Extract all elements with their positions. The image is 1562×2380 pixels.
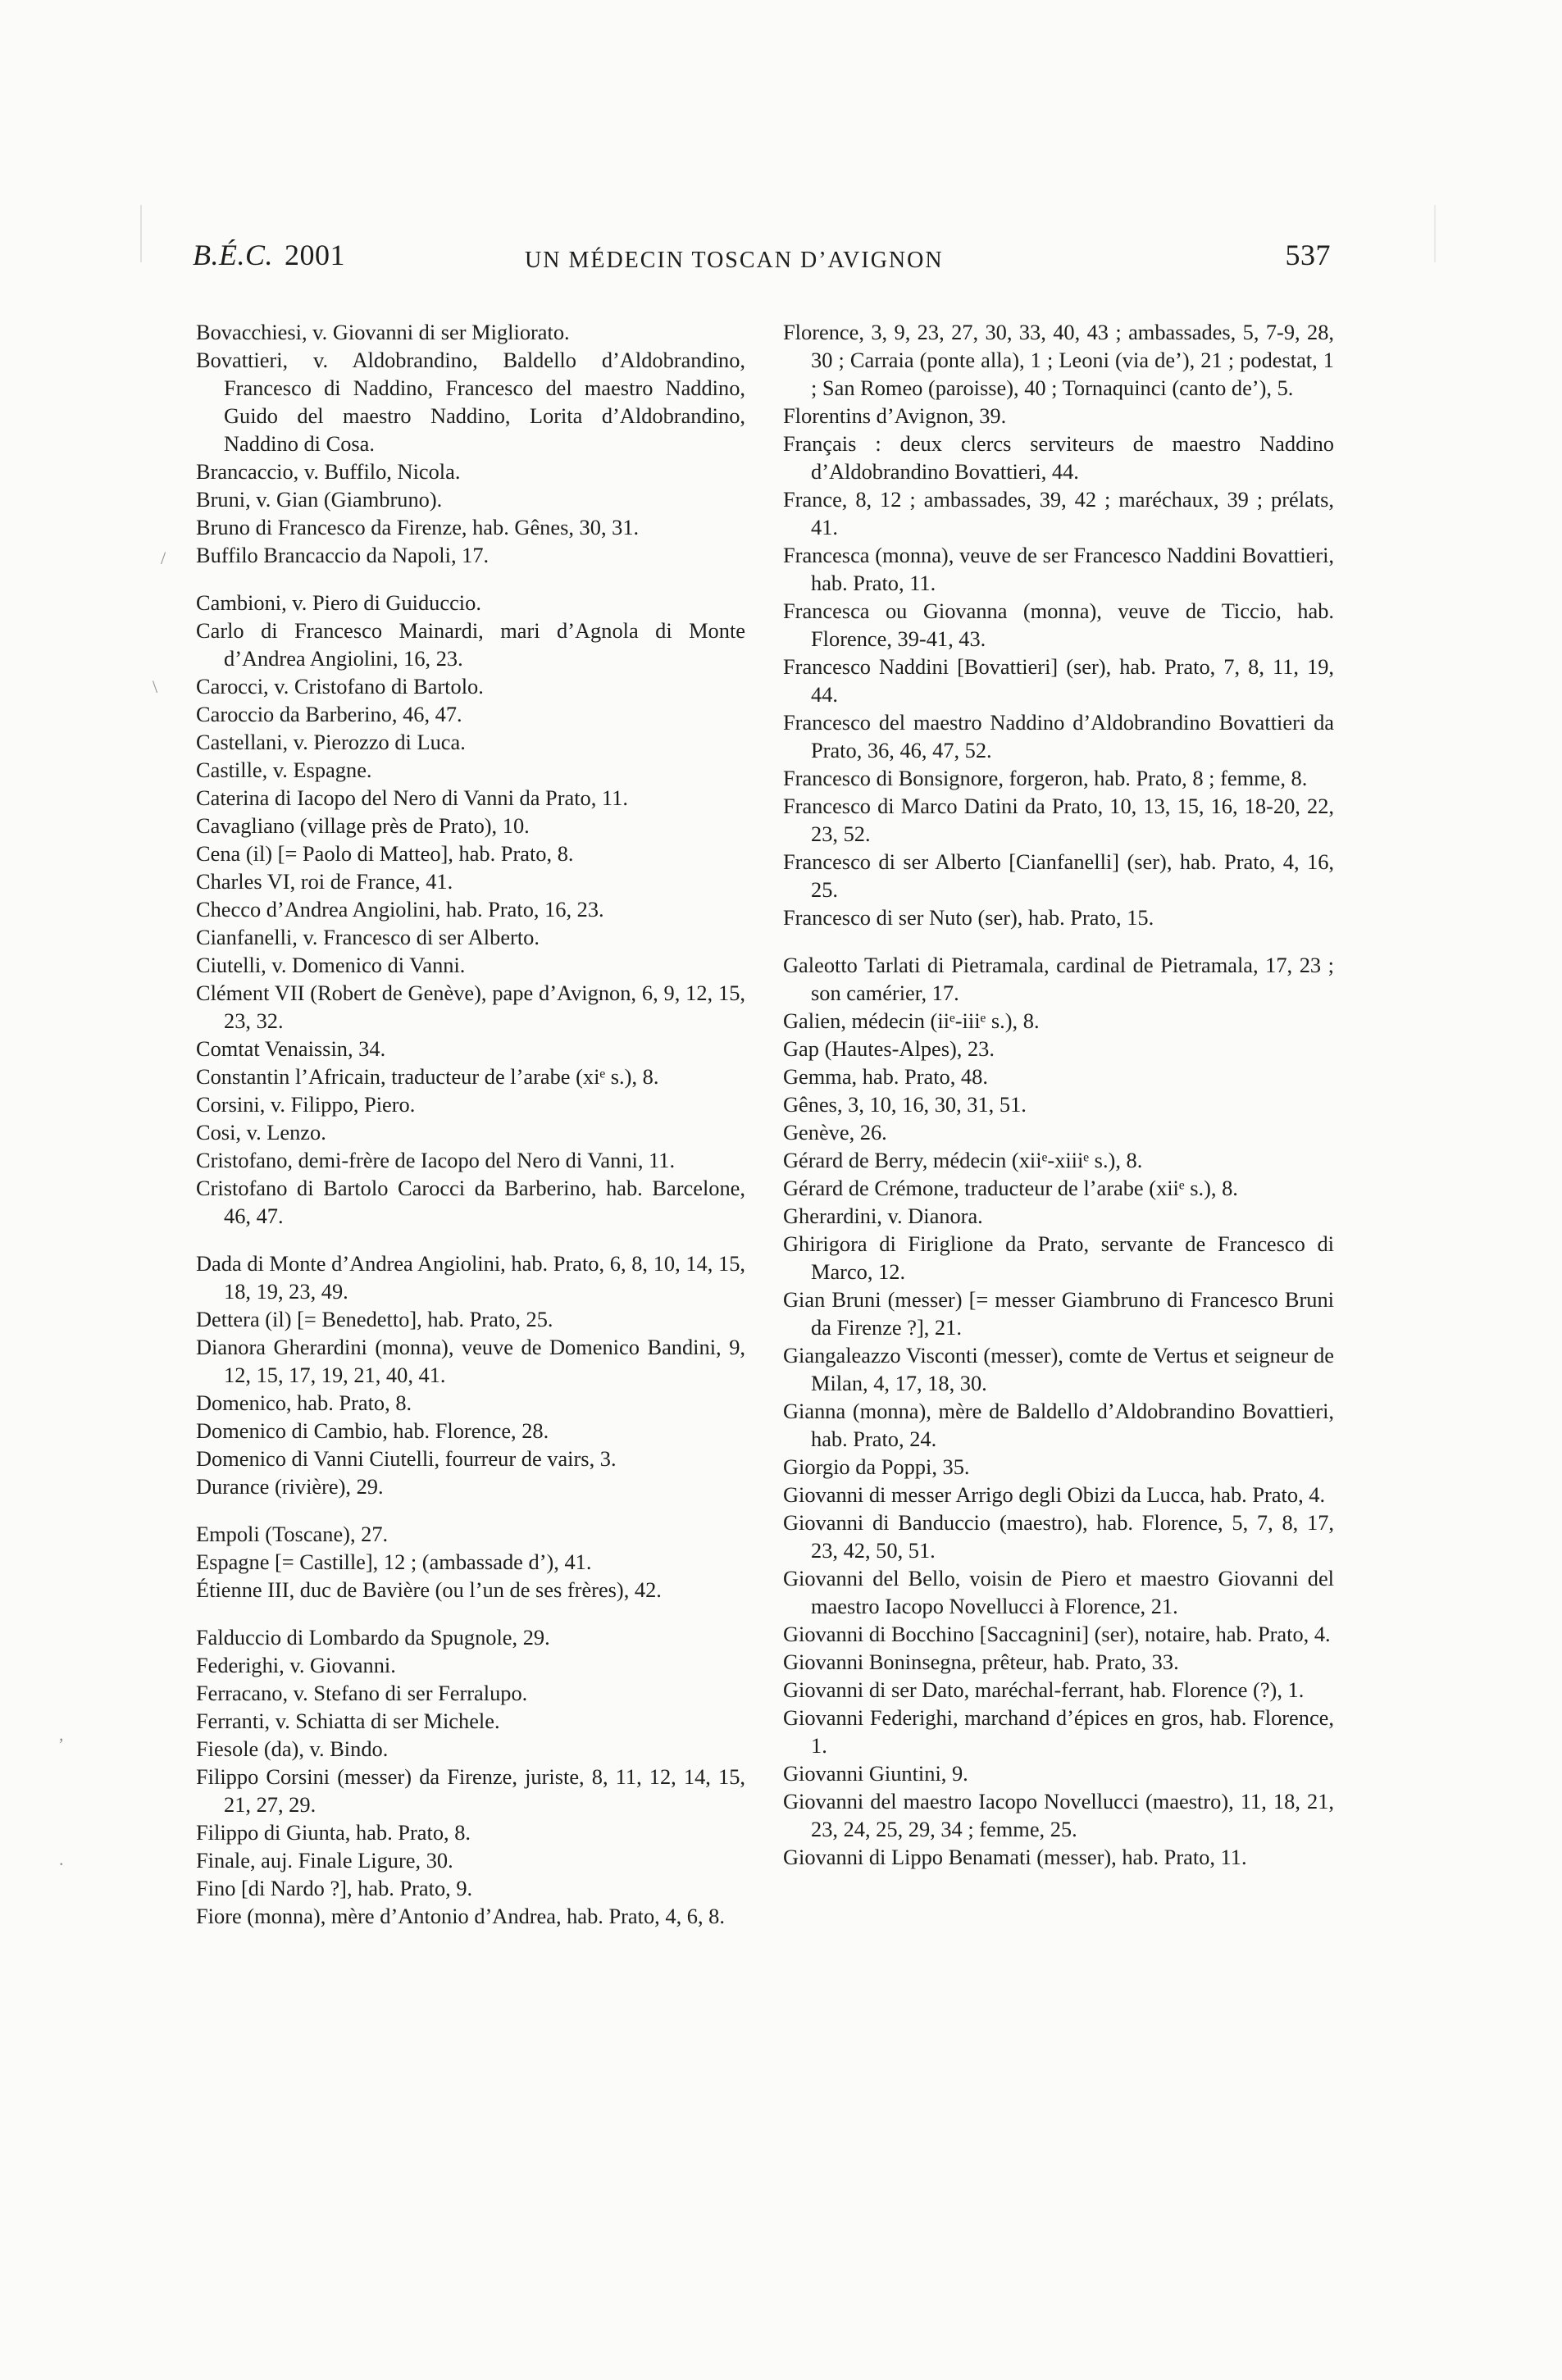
index-entry: Constantin l’Africain, traducteur de l’arabe (xiᵉ s.), 8. — [196, 1064, 659, 1089]
index-entry: Giovanni del maestro Iacopo Novellucci (maestro), 11, 18, 21, 23, 24, 25, 29, 34 ; femme, 25. — [783, 1789, 1334, 1841]
index-entry: Dianora Gherardini (monna), veuve de Domenico Bandini, 9, 12, 15, 17, 19, 21, 40, 41. — [196, 1335, 745, 1387]
index-entry: Francesca (monna), veuve de ser Francesco Naddini Bovattieri, hab. Prato, 11. — [783, 543, 1334, 595]
index-entry: Caterina di Iacopo del Nero di Vanni da Prato, 11. — [196, 785, 628, 810]
index-entry: Gênes, 3, 10, 16, 30, 31, 51. — [783, 1092, 1027, 1117]
index-entry: Dada di Monte d’Andrea Angiolini, hab. Prato, 6, 8, 10, 14, 15, 18, 19, 23, 49. — [196, 1251, 745, 1304]
index-entry: Finale, auj. Finale Ligure, 30. — [196, 1848, 453, 1873]
index-entry: Brancaccio, v. Buffilo, Nicola. — [196, 459, 461, 484]
index-entry: Gap (Hautes-Alpes), 23. — [783, 1036, 995, 1061]
running-title: UN MÉDECIN TOSCAN D’AVIGNON — [525, 248, 944, 273]
index-entry: Gian Bruni (messer) [= messer Giambruno di Francesco Bruni da Firenze ?], 21. — [783, 1287, 1334, 1340]
index-entry: Francesco di ser Alberto [Cianfanelli] (ser), hab. Prato, 4, 16, 25. — [783, 849, 1334, 902]
index-entry: Francesco del maestro Naddino d’Aldobrandino Bovattieri da Prato, 36, 46, 47, 52. — [783, 710, 1334, 762]
index-entry: Domenico, hab. Prato, 8. — [196, 1390, 412, 1415]
index-entry: Comtat Venaissin, 34. — [196, 1036, 386, 1061]
index-entry: Clément VII (Robert de Genève), pape d’Avignon, 6, 9, 12, 15, 23, 32. — [196, 981, 745, 1033]
index-entry: Florentins d’Avignon, 39. — [783, 403, 1007, 428]
index-entry: Giorgio da Poppi, 35. — [783, 1454, 970, 1479]
index-entry: Giovanni di Bocchino [Saccagnini] (ser), notaire, hab. Prato, 4. — [783, 1622, 1331, 1646]
index-entry: Genève, 26. — [783, 1120, 887, 1144]
index-entry: Francesco di ser Nuto (ser), hab. Prato, 15. — [783, 905, 1154, 930]
journal-abbrev: B.É.C. — [193, 239, 273, 271]
index-entry: Castellani, v. Pierozzo di Luca. — [196, 730, 466, 754]
journal-year: 2001 — [285, 239, 345, 271]
index-entry: Domenico di Vanni Ciutelli, fourreur de vairs, 3. — [196, 1446, 617, 1471]
index-entry: Bovattieri, v. Aldobrandino, Baldello d’Aldobrandino, Francesco di Naddino, Francesco del maestro Naddino, Guido del maestro Naddino, Lorita d’Aldobrandino, Naddino di Cosa. — [196, 348, 745, 456]
index-entry: Ferranti, v. Schiatta di ser Michele. — [196, 1709, 500, 1733]
index-entry: Cena (il) [= Paolo di Matteo], hab. Prato, 8. — [196, 841, 574, 866]
index-entry: Giovanni Federighi, marchand d’épices en gros, hab. Florence, 1. — [783, 1705, 1334, 1758]
index-column-left — [196, 318, 745, 1930]
index-entry: Francesco di Marco Datini da Prato, 10, 13, 15, 16, 18-20, 22, 23, 52. — [783, 794, 1334, 846]
index-entry: Cristofano di Bartolo Carocci da Barberino, hab. Barcelone, 46, 47. — [196, 1176, 745, 1228]
index-entry: Giovanni di messer Arrigo degli Obizi da Lucca, hab. Prato, 4. — [783, 1482, 1326, 1507]
index-entry: Giovanni del Bello, voisin de Piero et maestro Giovanni del maestro Iacopo Novellucci à Florence, 21. — [783, 1566, 1334, 1618]
index-entry: Cambioni, v. Piero di Guiduccio. — [196, 590, 481, 615]
page-header — [193, 238, 1332, 279]
index-entry: Falduccio di Lombardo da Spugnole, 29. — [196, 1625, 550, 1650]
index-entry: France, 8, 12 ; ambassades, 39, 42 ; maréchaux, 39 ; prélats, 41. — [783, 487, 1334, 539]
index-entry: Giangaleazzo Visconti (messer), comte de Vertus et seigneur de Milan, 4, 17, 18, 30. — [783, 1343, 1334, 1395]
index-entry: Charles VI, roi de France, 41. — [196, 869, 453, 894]
page-number: 537 — [1285, 239, 1331, 271]
index-entry: Francesca ou Giovanna (monna), veuve de Ticcio, hab. Florence, 39-41, 43. — [783, 598, 1334, 651]
index-entry: Buffilo Brancaccio da Napoli, 17. — [196, 543, 490, 567]
index-entry: Carlo di Francesco Mainardi, mari d’Agnola di Monte d’Andrea Angiolini, 16, 23. — [196, 618, 745, 671]
index-entry: Giovanni di Banduccio (maestro), hab. Florence, 5, 7, 8, 17, 23, 42, 50, 51. — [783, 1510, 1334, 1563]
index-entry: Gérard de Berry, médecin (xiiᵉ-xiiiᵉ s.), 8. — [783, 1148, 1143, 1172]
index-entry: Espagne [= Castille], 12 ; (ambassade d’), 41. — [196, 1550, 592, 1574]
index-entry: Gérard de Crémone, traducteur de l’arabe (xiiᵉ s.), 8. — [783, 1176, 1238, 1200]
index-entry: Bruni, v. Gian (Giambruno). — [196, 487, 443, 512]
index-entry: Giovanni di ser Dato, maréchal-ferrant, hab. Florence (?), 1. — [783, 1677, 1305, 1702]
index-entry: Francesco Naddini [Bovattieri] (ser), hab. Prato, 7, 8, 11, 19, 44. — [783, 654, 1334, 707]
index-entry: Galien, médecin (iiᵉ-iiiᵉ s.), 8. — [783, 1008, 1040, 1033]
index-entry: Étienne III, duc de Bavière (ou l’un de ses frères), 42. — [196, 1577, 662, 1602]
index-entry: Dettera (il) [= Benedetto], hab. Prato, 25. — [196, 1307, 553, 1331]
index-entry: Gemma, hab. Prato, 48. — [783, 1064, 988, 1089]
index-entry: Cosi, v. Lenzo. — [196, 1120, 326, 1144]
index-entry: Filippo di Giunta, hab. Prato, 8. — [196, 1820, 471, 1845]
index-entry: Fino [di Nardo ?], hab. Prato, 9. — [196, 1876, 473, 1900]
index-entry: Galeotto Tarlati di Pietramala, cardinal de Pietramala, 17, 23 ; son camérier, 17. — [783, 953, 1334, 1005]
index-entry: Cristofano, demi-frère de Iacopo del Nero di Vanni, 11. — [196, 1148, 676, 1172]
index-entry: Caroccio da Barberino, 46, 47. — [196, 702, 462, 726]
index-entry: Cavagliano (village près de Prato), 10. — [196, 813, 530, 838]
index-entry: Filippo Corsini (messer) da Firenze, juriste, 8, 11, 12, 14, 15, 21, 27, 29. — [196, 1764, 745, 1817]
index-entry: Federighi, v. Giovanni. — [196, 1653, 396, 1677]
index-entry: Corsini, v. Filippo, Piero. — [196, 1092, 416, 1117]
index-entry: Francesco di Bonsignore, forgeron, hab. Prato, 8 ; femme, 8. — [783, 766, 1308, 790]
index-entry: Ciutelli, v. Domenico di Vanni. — [196, 953, 466, 977]
index-entry: Fiore (monna), mère d’Antonio d’Andrea, hab. Prato, 4, 6, 8. — [196, 1904, 725, 1928]
index-entry: Ghirigora di Firiglione da Prato, servante de Francesco di Marco, 12. — [783, 1231, 1334, 1284]
index-entry: Bovacchiesi, v. Giovanni di ser Migliorato. — [196, 320, 570, 344]
index-entry: Bruno di Francesco da Firenze, hab. Gênes, 30, 31. — [196, 515, 640, 539]
index-entry: Checco d’Andrea Angiolini, hab. Prato, 16, 23. — [196, 897, 604, 922]
index-entry: Giovanni Boninsegna, prêteur, hab. Prato, 33. — [783, 1650, 1179, 1674]
index-entry: Ferracano, v. Stefano di ser Ferralupo. — [196, 1681, 528, 1705]
index-entry: Carocci, v. Cristofano di Bartolo. — [196, 674, 484, 699]
index-entry: Français : deux clercs serviteurs de maestro Naddino d’Aldobrandino Bovattieri, 44. — [783, 431, 1334, 484]
index-entry: Durance (rivière), 29. — [196, 1474, 384, 1499]
index-entry: Cianfanelli, v. Francesco di ser Alberto. — [196, 925, 540, 949]
index-entry: Gianna (monna), mère de Baldello d’Aldobrandino Bovattieri, hab. Prato, 24. — [783, 1399, 1334, 1451]
index-entry: Castille, v. Espagne. — [196, 758, 372, 782]
index-entry: Giovanni Giuntini, 9. — [783, 1761, 968, 1786]
index-column-right — [783, 318, 1334, 1871]
index-entry: Empoli (Toscane), 27. — [196, 1522, 389, 1546]
index-entry: Florence, 3, 9, 23, 27, 30, 33, 40, 43 ; ambassades, 5, 7-9, 28, 30 ; Carraia (ponte alla), 1 ; Leoni (via de’), 21 ; podestat, 1 ; San Romeo (paroisse), 40 ; Tornaquinci (canto de’), 5. — [783, 320, 1334, 400]
index-entry: Fiesole (da), v. Bindo. — [196, 1736, 389, 1761]
index-entry: Gherardini, v. Dianora. — [783, 1204, 983, 1228]
journal-label — [193, 238, 345, 272]
index-entry: Domenico di Cambio, hab. Florence, 28. — [196, 1418, 549, 1443]
index-entry: Giovanni di Lippo Benamati (messer), hab. Prato, 11. — [783, 1845, 1247, 1869]
